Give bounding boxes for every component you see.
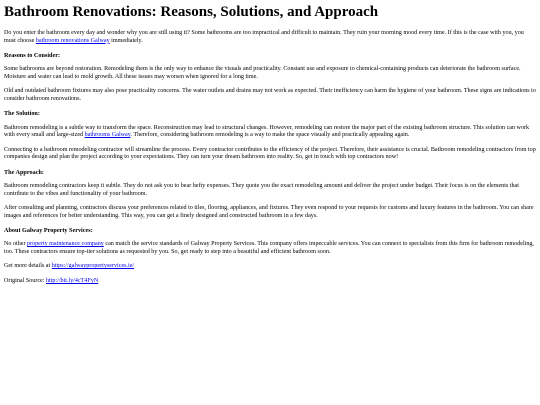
approach-paragraph-1: Bathroom remodeling contractors keep it subtle. They do not ask you to bear hefty expenses. They quote you the exact remodeling amount and deliver the project under budget. Their focus is on the elements that contribute to the vibes and functionality of your bathroom. (4, 183, 519, 197)
intro-text-end: immediately. (109, 37, 143, 44)
approach-heading: The Approach: (4, 168, 44, 176)
details-line (4, 263, 536, 271)
solution-heading: The Solution: (4, 110, 40, 118)
website-link[interactable]: https://galwaypropertyservices.ie/ (51, 263, 135, 270)
about-heading: About Galway Property Services: (4, 227, 93, 235)
solution-text-end: . Therefore, considering bathroom remodeling is a way to make the space visually and practically appealing again. (130, 132, 410, 139)
property-maintenance-link[interactable]: property maintenance company (27, 241, 104, 248)
solution-text: Bathroom remodeling is a subtle way to transform the space. Reconstruction may lead to structural changes. However, remodeling can restore the major part of the existing bathroom structure. This solution can work with every small and large-sized (4, 124, 530, 139)
bathroom-renovations-link[interactable]: bathroom renovations Galway (35, 37, 110, 44)
bathrooms-galway-link[interactable]: bathrooms Galway (84, 132, 131, 139)
reasons-heading: Reasons to Consider: (4, 51, 61, 59)
details-label: Get more details at (4, 263, 52, 270)
source-line (4, 278, 536, 286)
about-paragraph (4, 241, 536, 256)
about-text: No other (4, 241, 28, 248)
solution-paragraph-1 (4, 125, 536, 140)
intro-paragraph (4, 30, 536, 45)
page-title: Bathroom Renovations: Reasons, Solutions, and Approach (4, 4, 379, 20)
solution-paragraph-2: Connecting to a bathroom remodeling contractor will streamline the process. Every contractor contributes to the efficiency of the project. Therefore, their assistance is crucial. Bathroom remodeling contractors from top companies design and plan the project according to your expectations. They can turn your dream bathroom into reality. So, get in touch with top contractors now! (4, 146, 536, 161)
about-text-end: can match the service standards of Galway Property Services. This company offers impeccable services. You can connect to specialists from this firm for bathroom remodeling, too. These contractors ensure top-tier solutions as requested by you. So, get ready to step into a beautiful and efficient bathroom soon. (4, 241, 534, 256)
reasons-paragraph-2: Old and outdated bathroom fixtures may also pose practicality concerns. The water outlets and drains may not work as expected. Their inefficiency can harm the hygiene of your bathroom. These signs are indications to consider bathroom renovations. (4, 88, 536, 102)
source-label: Original Source: (4, 277, 46, 284)
source-link[interactable]: http://bit.ly/4cT4FyN (45, 277, 99, 284)
reasons-paragraph-1: Some bathrooms are beyond restoration. Remodeling them is the only way to enhance the visuals and practicality. Constant use and exposure to chemical-containing products can deteriorate the bathroom surface. Moisture and water can lead to mold growth. All these issues may worsen when ignored for a long time. (4, 66, 521, 80)
approach-paragraph-2: After consulting and planning, contractors discuss your preferences related to tiles, flooring, appliances, and fixtures. They even respond to your requests for customs and luxury features in the bathroom. You can share images and references for better understanding. This way, you can get a finely designed and constructed bathroom in a few days. (4, 205, 534, 219)
intro-text: Do you enter the bathroom every day and wonder why you are still using it? Some bathrooms are too impractical and difficult to maintain. They ruin your morning mood every time. If this is the case with you, you must choose (4, 30, 524, 44)
